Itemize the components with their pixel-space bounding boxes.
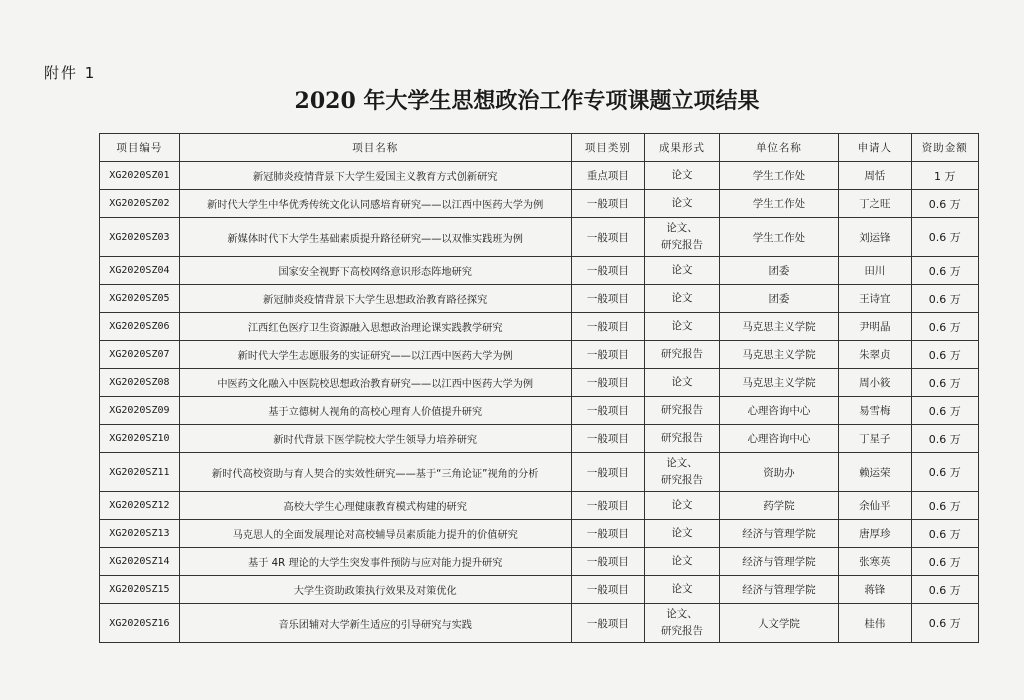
table-row xyxy=(100,218,979,257)
cell-code: XG2020SZ06 xyxy=(100,313,180,341)
cell-amount: 0.6 万 xyxy=(911,313,978,341)
header-applicant: 申请人 xyxy=(839,134,912,162)
cell-unit: 学生工作处 xyxy=(719,190,838,218)
cell-name: 江西红色医疗卫生资源融入思想政治理论课实践教学研究 xyxy=(179,313,571,341)
cell-name: 高校大学生心理健康教育模式构建的研究 xyxy=(179,492,571,520)
annex-label: 附件 1 xyxy=(44,64,97,82)
cell-type: 一般项目 xyxy=(571,492,645,520)
cell-type: 一般项目 xyxy=(571,548,645,576)
results-table xyxy=(99,133,979,643)
cell-applicant: 朱翠贞 xyxy=(839,341,912,369)
cell-code: XG2020SZ14 xyxy=(100,548,180,576)
cell-result: 研究报告 xyxy=(645,425,720,453)
cell-amount: 0.6 万 xyxy=(911,604,978,643)
cell-applicant: 张寒英 xyxy=(839,548,912,576)
cell-result: 论文 xyxy=(645,285,720,313)
cell-amount: 1 万 xyxy=(911,162,978,190)
cell-type: 一般项目 xyxy=(571,313,645,341)
table-row xyxy=(100,576,979,604)
cell-amount: 0.6 万 xyxy=(911,520,978,548)
cell-type: 一般项目 xyxy=(571,576,645,604)
cell-amount: 0.6 万 xyxy=(911,425,978,453)
cell-applicant: 周小筱 xyxy=(839,369,912,397)
header-type: 项目类别 xyxy=(571,134,645,162)
cell-type: 重点项目 xyxy=(571,162,645,190)
cell-applicant: 蒋锋 xyxy=(839,576,912,604)
cell-applicant: 王诗宜 xyxy=(839,285,912,313)
cell-code: XG2020SZ13 xyxy=(100,520,180,548)
cell-unit: 团委 xyxy=(719,257,838,285)
cell-name: 新时代大学生中华优秀传统文化认同感培育研究——以江西中医药大学为例 xyxy=(179,190,571,218)
header-code: 项目编号 xyxy=(100,134,180,162)
cell-result: 论文 xyxy=(645,369,720,397)
table-row xyxy=(100,190,979,218)
cell-applicant: 丁星子 xyxy=(839,425,912,453)
header-unit: 单位名称 xyxy=(719,134,838,162)
cell-type: 一般项目 xyxy=(571,341,645,369)
cell-code: XG2020SZ15 xyxy=(100,576,180,604)
cell-unit: 团委 xyxy=(719,285,838,313)
cell-result: 论文 xyxy=(645,313,720,341)
cell-code: XG2020SZ08 xyxy=(100,369,180,397)
cell-result: 研究报告 xyxy=(645,397,720,425)
table-row xyxy=(100,397,979,425)
cell-unit: 药学院 xyxy=(719,492,838,520)
cell-unit: 资助办 xyxy=(719,453,838,492)
header-row xyxy=(100,134,979,162)
cell-name: 新冠肺炎疫情背景下大学生思想政治教育路径探究 xyxy=(179,285,571,313)
cell-result: 论文、 研究报告 xyxy=(645,604,720,643)
cell-applicant: 尹明晶 xyxy=(839,313,912,341)
cell-code: XG2020SZ11 xyxy=(100,453,180,492)
cell-amount: 0.6 万 xyxy=(911,576,978,604)
cell-applicant: 丁之旺 xyxy=(839,190,912,218)
cell-name: 中医药文化融入中医院校思想政治教育研究——以江西中医药大学为例 xyxy=(179,369,571,397)
cell-unit: 经济与管理学院 xyxy=(719,548,838,576)
cell-amount: 0.6 万 xyxy=(911,190,978,218)
cell-amount: 0.6 万 xyxy=(911,369,978,397)
cell-result: 论文 xyxy=(645,492,720,520)
table-row xyxy=(100,604,979,643)
table-row xyxy=(100,425,979,453)
cell-result: 论文、 研究报告 xyxy=(645,453,720,492)
cell-type: 一般项目 xyxy=(571,604,645,643)
cell-amount: 0.6 万 xyxy=(911,397,978,425)
cell-code: XG2020SZ12 xyxy=(100,492,180,520)
cell-unit: 马克思主义学院 xyxy=(719,369,838,397)
cell-name: 大学生资助政策执行效果及对策优化 xyxy=(179,576,571,604)
cell-code: XG2020SZ07 xyxy=(100,341,180,369)
cell-unit: 心理咨询中心 xyxy=(719,397,838,425)
table-row xyxy=(100,492,979,520)
cell-name: 新媒体时代下大学生基础素质提升路径研究——以双惟实践班为例 xyxy=(179,218,571,257)
cell-unit: 学生工作处 xyxy=(719,162,838,190)
cell-name: 马克思人的全面发展理论对高校辅导员素质能力提升的价值研究 xyxy=(179,520,571,548)
cell-type: 一般项目 xyxy=(571,285,645,313)
cell-applicant: 余仙平 xyxy=(839,492,912,520)
cell-result: 论文 xyxy=(645,190,720,218)
cell-applicant: 易雪梅 xyxy=(839,397,912,425)
cell-name: 新时代大学生志愿服务的实证研究——以江西中医药大学为例 xyxy=(179,341,571,369)
cell-type: 一般项目 xyxy=(571,190,645,218)
cell-result: 论文 xyxy=(645,548,720,576)
cell-applicant: 赖运荣 xyxy=(839,453,912,492)
cell-type: 一般项目 xyxy=(571,453,645,492)
cell-type: 一般项目 xyxy=(571,218,645,257)
header-amount: 资助金额 xyxy=(911,134,978,162)
cell-result: 研究报告 xyxy=(645,341,720,369)
table-row xyxy=(100,341,979,369)
cell-applicant: 唐厚珍 xyxy=(839,520,912,548)
table-row xyxy=(100,453,979,492)
cell-unit: 心理咨询中心 xyxy=(719,425,838,453)
cell-name: 新时代背景下医学院校大学生领导力培养研究 xyxy=(179,425,571,453)
cell-unit: 经济与管理学院 xyxy=(719,520,838,548)
cell-applicant: 周恬 xyxy=(839,162,912,190)
page-title: 2020 年大学生思想政治工作专项课题立项结果 xyxy=(294,88,760,114)
table-row xyxy=(100,313,979,341)
cell-name: 国家安全视野下高校网络意识形态阵地研究 xyxy=(179,257,571,285)
table-row xyxy=(100,285,979,313)
table-row xyxy=(100,548,979,576)
cell-unit: 学生工作处 xyxy=(719,218,838,257)
cell-name: 新冠肺炎疫情背景下大学生爱国主义教育方式创新研究 xyxy=(179,162,571,190)
table-row xyxy=(100,369,979,397)
cell-result: 论文 xyxy=(645,257,720,285)
cell-applicant: 桂伟 xyxy=(839,604,912,643)
cell-result: 论文 xyxy=(645,576,720,604)
cell-unit: 马克思主义学院 xyxy=(719,341,838,369)
cell-unit: 马克思主义学院 xyxy=(719,313,838,341)
header-name: 项目名称 xyxy=(179,134,571,162)
cell-code: XG2020SZ09 xyxy=(100,397,180,425)
table-row xyxy=(100,520,979,548)
cell-code: XG2020SZ10 xyxy=(100,425,180,453)
header-result: 成果形式 xyxy=(645,134,720,162)
cell-type: 一般项目 xyxy=(571,397,645,425)
cell-unit: 人文学院 xyxy=(719,604,838,643)
cell-type: 一般项目 xyxy=(571,520,645,548)
cell-result: 论文、 研究报告 xyxy=(645,218,720,257)
cell-code: XG2020SZ02 xyxy=(100,190,180,218)
cell-applicant: 刘运锋 xyxy=(839,218,912,257)
cell-amount: 0.6 万 xyxy=(911,257,978,285)
cell-amount: 0.6 万 xyxy=(911,548,978,576)
cell-name: 基于 4R 理论的大学生突发事件预防与应对能力提升研究 xyxy=(179,548,571,576)
cell-code: XG2020SZ01 xyxy=(100,162,180,190)
cell-amount: 0.6 万 xyxy=(911,341,978,369)
cell-code: XG2020SZ03 xyxy=(100,218,180,257)
cell-type: 一般项目 xyxy=(571,257,645,285)
table-row xyxy=(100,257,979,285)
cell-code: XG2020SZ16 xyxy=(100,604,180,643)
cell-type: 一般项目 xyxy=(571,369,645,397)
cell-amount: 0.6 万 xyxy=(911,218,978,257)
cell-amount: 0.6 万 xyxy=(911,453,978,492)
cell-name: 音乐团辅对大学新生适应的引导研究与实践 xyxy=(179,604,571,643)
cell-code: XG2020SZ05 xyxy=(100,285,180,313)
cell-code: XG2020SZ04 xyxy=(100,257,180,285)
cell-applicant: 田川 xyxy=(839,257,912,285)
cell-amount: 0.6 万 xyxy=(911,492,978,520)
cell-unit: 经济与管理学院 xyxy=(719,576,838,604)
cell-result: 论文 xyxy=(645,162,720,190)
table-row xyxy=(100,162,979,190)
cell-name: 新时代高校资助与育人契合的实效性研究——基于“三角论证”视角的分析 xyxy=(179,453,571,492)
cell-name: 基于立德树人视角的高校心理育人价值提升研究 xyxy=(179,397,571,425)
cell-amount: 0.6 万 xyxy=(911,285,978,313)
cell-type: 一般项目 xyxy=(571,425,645,453)
cell-result: 论文 xyxy=(645,520,720,548)
